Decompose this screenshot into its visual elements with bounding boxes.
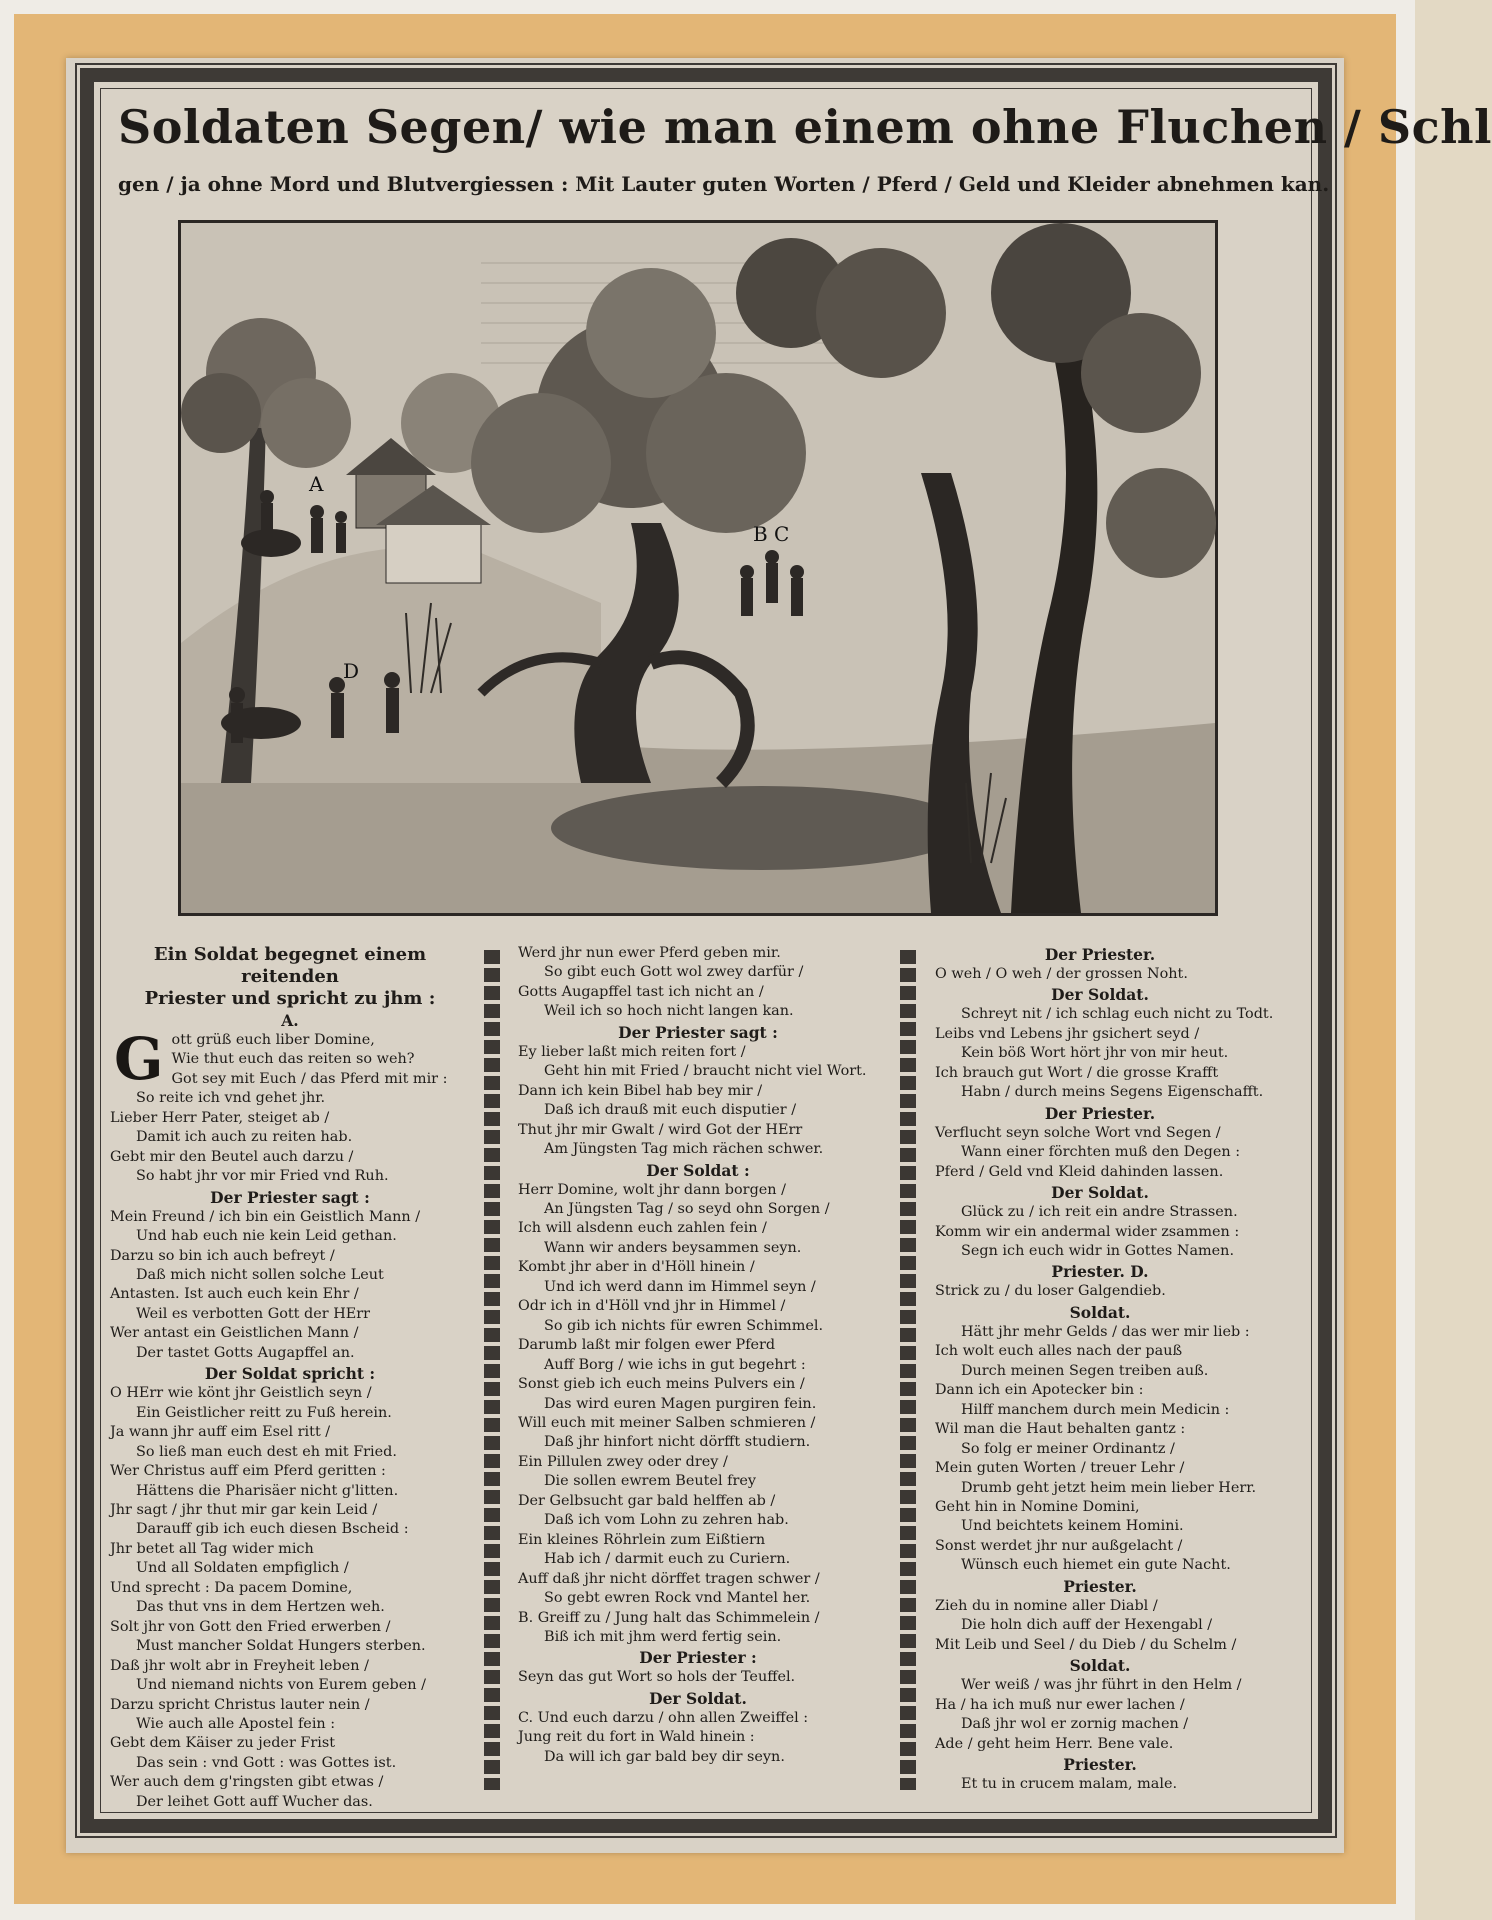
verse-line: Wann wir anders beysammen seyn. (544, 1239, 802, 1256)
verse-line: Wer auch dem g'ringsten gibt etwas / (110, 1774, 384, 1791)
verse-line: Daß ich vom Lohn zu zehren hab. (544, 1512, 789, 1529)
verse-line: Mein Freund / ich bin ein Geistlich Mann / (110, 1208, 421, 1225)
broadside-subtitle: gen / ja ohne Mord und Blutvergiessen : Mit Lauter guten Worten / Pferd / Geld und Kleider abnehmen kan. (118, 172, 1330, 196)
verse-line: Darumb laßt mir folgen ewer Pferd (518, 1337, 776, 1354)
speaker-heading: Der Soldat. (649, 1688, 747, 1708)
verse-line: Das sein : vnd Gott : was Gottes ist. (136, 1754, 397, 1771)
verse-line: Lieber Herr Pater, steiget ab / (110, 1109, 330, 1126)
ornamental-column-divider (484, 950, 500, 1790)
verse-line: Dann ich kein Bibel hab bey mir / (518, 1082, 763, 1099)
verse-line: Sonst werdet jhr nur außgelacht / (935, 1537, 1183, 1554)
verse-line: Am Jüngsten Tag mich rächen schwer. (544, 1141, 824, 1158)
verse-line: Daß mich nicht sollen solche Leut (136, 1266, 384, 1283)
verse-line: Antasten. Ist auch euch kein Ehr / (110, 1286, 359, 1303)
verse-line: Wie auch alle Apostel fein : (136, 1715, 336, 1732)
verse-line: Wann einer förchten muß den Degen : (961, 1144, 1241, 1161)
verse-line: Ha / ha ich muß nur ewer lachen / (935, 1696, 1185, 1713)
broadside-title: Soldaten Segen/ wie man einem ohne Fluchen / Schl (118, 100, 1492, 154)
verse-line: Geht hin mit Fried / braucht nicht viel Wort. (544, 1063, 867, 1080)
verse-line: Leibs vnd Lebens jhr gsichert seyd / (935, 1025, 1200, 1042)
verse-line: Und hab euch nie kein Leid gethan. (136, 1228, 397, 1245)
column-1-heading-line-1: Ein Soldat begegnet einem reitenden (153, 944, 427, 987)
verse-line: Daß jhr wol er zornig machen / (961, 1716, 1189, 1733)
verse-line: Glück zu / ich reit ein andre Strassen. (961, 1204, 1238, 1221)
verse-line: Komm wir ein andermal wider zsammen : (935, 1223, 1240, 1240)
verse-line: Weil es verbotten Gott der HErr (136, 1305, 371, 1322)
verse-line: Die holn dich auff der Hexengabl / (961, 1617, 1213, 1634)
speaker-heading: Priester. D. (1051, 1262, 1149, 1282)
engraving-label-d: D (343, 659, 360, 683)
speaker-heading: Der Soldat. (1051, 1183, 1149, 1203)
verse-line: Drumb geht jetzt heim mein lieber Herr. (961, 1479, 1257, 1496)
verse-line: Sonst gieb ich euch meins Pulvers ein / (518, 1376, 805, 1393)
verse-line: Ey lieber laßt mich reiten fort / (518, 1043, 746, 1060)
speaker-heading: Priester. (1063, 1754, 1137, 1774)
speaker-heading: Soldat. (1069, 1656, 1131, 1676)
verse-line: Herr Domine, wolt jhr dann borgen / (518, 1181, 786, 1198)
verse-line: Mit Leib und Seel / du Dieb / du Schelm / (935, 1636, 1237, 1653)
verse-line: Und sprecht : Da pacem Domine, (110, 1579, 353, 1596)
verse-line: Werd jhr nun ewer Pferd geben mir. (518, 945, 781, 961)
verse-line: Zieh du in nomine aller Diabl / (935, 1597, 1158, 1614)
verse-line: So gib ich nichts für ewren Schimmel. (544, 1317, 824, 1334)
verse-line: Ein kleines Röhrlein zum Eißtiern (518, 1531, 766, 1548)
verse-line: So habt jhr vor mir Fried vnd Ruh. (136, 1168, 389, 1185)
verse-line: Solt jhr von Gott den Fried erwerben / (110, 1618, 391, 1635)
verse-line: Geht hin in Nomine Domini, (935, 1498, 1140, 1515)
verse-line: Kein böß Wort hört jhr von mir heut. (961, 1045, 1229, 1062)
verse-line: So ließ man euch dest eh mit Fried. (136, 1443, 397, 1460)
text-column-3 (935, 944, 1274, 1794)
verse-line: Hilff manchem durch mein Medicin : (961, 1401, 1230, 1418)
verse-line: Will euch mit meiner Salben schmieren / (518, 1414, 816, 1431)
verse-line: Jhr betet all Tag wider mich (110, 1540, 314, 1557)
verse-line: Ja wann jhr auff eim Esel ritt / (110, 1424, 331, 1441)
verse-line: Und beichtets keinem Homini. (961, 1518, 1184, 1535)
verse-line: Wer antast ein Geistlichen Mann / (110, 1325, 359, 1342)
verse-line: Ich wolt euch alles nach der pauß (935, 1343, 1183, 1360)
verse-line: Durch meinen Segen treiben auß. (961, 1362, 1209, 1379)
verse-line: Schreyt nit / ich schlag euch nicht zu Todt. (961, 1006, 1274, 1023)
verse-line: Daß jhr wolt abr in Freyheit leben / (110, 1657, 369, 1674)
verse-line: Die sollen ewrem Beutel frey (544, 1473, 756, 1490)
verse-line: Darzu spricht Christus lauter nein / (110, 1696, 370, 1713)
verse-line: Wünsch euch hiemet ein gute Nacht. (961, 1557, 1231, 1574)
verse-line: Verflucht seyn solche Wort vnd Segen / (935, 1124, 1221, 1141)
verse-line: Und niemand nichts von Eurem geben / (136, 1677, 426, 1694)
speaker-heading: Der Soldat. (1051, 985, 1149, 1005)
verse-line: Pferd / Geld vnd Kleid dahinden lassen. (935, 1163, 1224, 1180)
verse-line: Das thut vns in dem Hertzen weh. (136, 1599, 385, 1616)
speaker-heading: Der Priester : (639, 1648, 757, 1668)
speaker-heading: Der Soldat : (646, 1160, 750, 1180)
verse-line: Weil ich so hoch nicht langen kan. (544, 1003, 794, 1020)
speaker-heading: Der Priester. (1044, 1103, 1156, 1123)
decorated-initial: G (114, 1025, 164, 1093)
verse-line: Got sey mit Euch / das Pferd mit mir : (171, 1070, 448, 1087)
speaker-heading: Der Priester. (1044, 945, 1156, 964)
speaker-heading: Der Priester sagt : (210, 1187, 370, 1207)
verse-line: Der leihet Gott auff Wucher das. (136, 1793, 373, 1810)
verse-line: Dann ich ein Apotecker bin : (935, 1382, 1144, 1399)
speaker-heading: Priester. (1063, 1576, 1137, 1596)
ornamental-column-divider (900, 950, 916, 1790)
verse-line: Wer weiß / was jhr führt in den Helm / (961, 1677, 1242, 1694)
verse-line: Ich brauch gut Wort / die grosse Krafft (935, 1064, 1219, 1081)
verse-line: Gebt dem Käiser zu jeder Frist (110, 1735, 336, 1752)
verse-line: Hättens die Pharisäer nicht g'litten. (136, 1482, 399, 1499)
verse-line: Gebt mir den Beutel auch darzu / (110, 1148, 354, 1165)
pond (551, 786, 971, 870)
verse-line: Must mancher Soldat Hungers sterben. (136, 1638, 426, 1655)
verse-line: Kombt jhr aber in d'Höll hinein / (518, 1259, 755, 1276)
engraving-scene (181, 223, 1215, 913)
verse-line: Jung reit du fort in Wald hinein : (518, 1729, 755, 1746)
verse-line: Damit ich auch zu reiten hab. (136, 1129, 353, 1146)
verse-line: Habn / durch meins Segens Eigenschafft. (961, 1084, 1264, 1101)
verse-line: Auff daß jhr nicht dörffet tragen schwer / (518, 1570, 820, 1587)
verse-line: O HErr wie könt jhr Geistlich seyn / (110, 1385, 372, 1402)
verse-line: An Jüngsten Tag / so seyd ohn Sorgen / (544, 1200, 830, 1217)
verse-line: Darzu so bin ich auch befreyt / (110, 1247, 335, 1264)
verse-line: Segn ich euch widr in Gottes Namen. (961, 1242, 1235, 1259)
verse-line: Hab ich / darmit euch zu Curiern. (544, 1551, 791, 1568)
verse-line: Da will ich gar bald bey dir seyn. (544, 1748, 785, 1765)
verse-line: ott grüß euch liber Domine, (171, 1032, 375, 1048)
verse-line: O weh / O weh / der grossen Noht. (935, 966, 1188, 982)
engraving-label-a: A (309, 472, 324, 496)
verse-line: Der Gelbsucht gar bald helffen ab / (518, 1492, 776, 1509)
verse-line: So reite ich vnd gehet jhr. (136, 1090, 326, 1107)
verse-line: Mein guten Worten / treuer Lehr / (935, 1460, 1185, 1477)
text-column-1 (110, 944, 470, 1812)
verse-line: So gibt euch Gott wol zwey darfür / (544, 964, 804, 981)
column-1-heading-line-2: Priester und spricht zu jhm : (144, 988, 436, 1009)
verse-marker-a: A. (281, 1011, 299, 1030)
verse-line: Seyn das gut Wort so hols der Teuffel. (518, 1669, 796, 1686)
engraving-illustration (178, 220, 1218, 916)
verse-line: C. Und euch darzu / ohn allen Zweiffel : (518, 1709, 809, 1726)
speaker-heading: Der Priester sagt : (618, 1022, 778, 1042)
verse-line: Wer Christus auff eim Pferd geritten : (110, 1463, 386, 1480)
verse-line: Wie thut euch das reiten so weh? (171, 1051, 415, 1068)
verse-line: Darauff gib ich euch diesen Bscheid : (136, 1521, 409, 1538)
text-column-2 (518, 944, 878, 1767)
verse-line: Und all Soldaten empfiglich / (136, 1560, 349, 1577)
verse-line: Wil man die Haut behalten gantz : (935, 1421, 1186, 1438)
engraving-label-bc: B C (753, 522, 790, 546)
verse-line: Ich will alsdenn euch zahlen fein / (518, 1220, 767, 1237)
verse-line: B. Greiff zu / Jung halt das Schimmelein / (518, 1609, 820, 1626)
verse-line: Daß ich drauß mit euch disputier / (544, 1102, 797, 1119)
verse-line: So gebt ewren Rock vnd Mantel her. (544, 1590, 811, 1607)
verse-line: Hätt jhr mehr Gelds / das wer mir lieb : (961, 1323, 1250, 1340)
verse-line: Ein Pillulen zwey oder drey / (518, 1453, 728, 1470)
verse-line: Der tastet Gotts Augapffel an. (136, 1344, 355, 1361)
speaker-heading: Der Soldat spricht : (204, 1364, 376, 1384)
verse-line: Biß ich mit jhm werd fertig sein. (544, 1628, 782, 1645)
verse-line: Odr ich in d'Höll vnd jhr in Himmel / (518, 1298, 786, 1315)
verse-line: Ade / geht heim Herr. Bene vale. (935, 1735, 1174, 1752)
speaker-heading: Soldat. (1069, 1302, 1131, 1322)
verse-line: Und ich werd dann im Himmel seyn / (544, 1278, 816, 1295)
verse-line: Gotts Augapffel tast ich nicht an / (518, 983, 764, 1000)
verse-line: Jhr sagt / jhr thut mir gar kein Leid / (110, 1501, 378, 1518)
verse-line: So folg er meiner Ordinantz / (961, 1440, 1175, 1457)
verse-line: Daß jhr hinfort nicht dörfft studiern. (544, 1434, 811, 1451)
verse-line: Ein Geistlicher reitt zu Fuß herein. (136, 1404, 392, 1421)
verse-line: Et tu in crucem malam, male. (961, 1775, 1178, 1792)
verse-line: Auff Borg / wie ichs in gut begehrt : (544, 1356, 806, 1373)
verse-line: Thut jhr mir Gwalt / wird Got der HErr (518, 1121, 803, 1138)
verse-line: Strick zu / du loser Galgendieb. (935, 1283, 1166, 1300)
verse-line: Das wird euren Magen purgiren fein. (544, 1395, 817, 1412)
